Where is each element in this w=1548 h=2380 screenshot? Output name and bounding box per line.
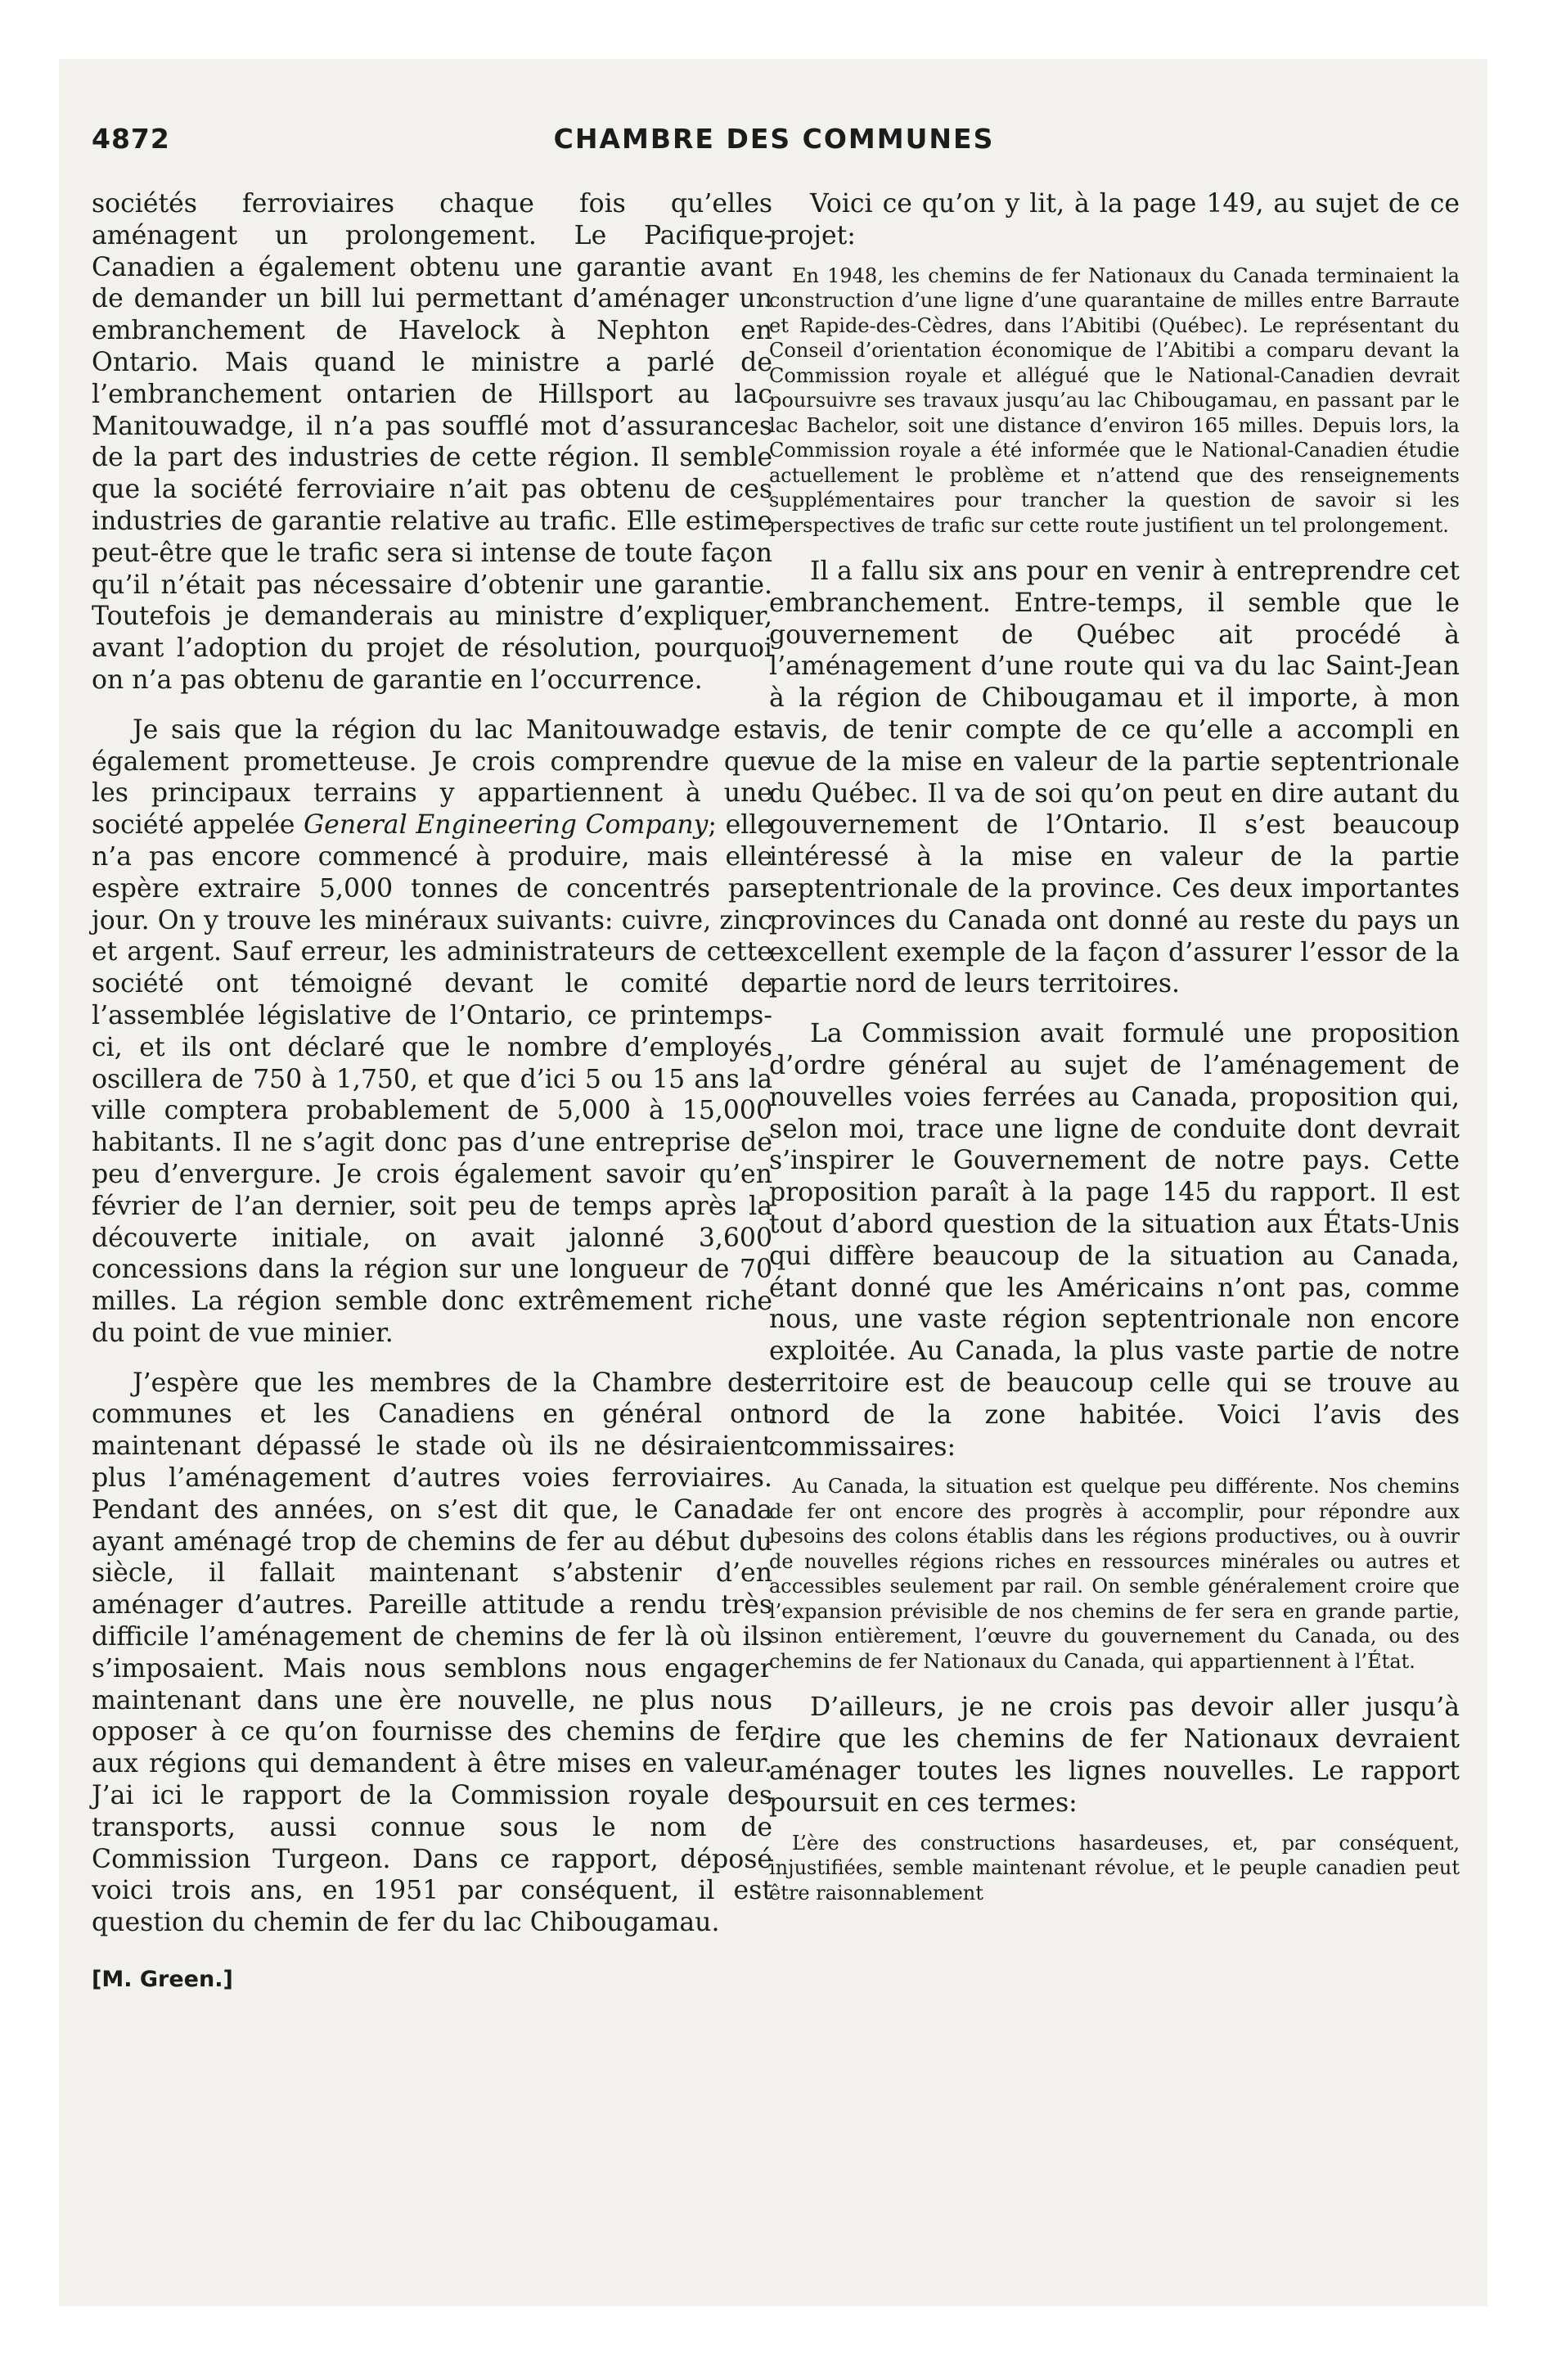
paragraph: La Commission avait formulé une proposition d’ordre général au sujet de l’aménagement de nouvelles voies ferrées au Canada, proposition qui, selon moi, trace une ligne de conduite dont devrait s’inspirer le Gouvernement de notre pays. Cette proposition paraît à la page 145 du rapport. Il est tout d’abord question de la situation aux États-Unis qui diffère beaucoup de la situation au Canada, étant donné que les Américains n’ont pas, comme nous, une vaste région septentrionale non encore exploitée. Au Canada, la plus vaste partie de notre territoire est de beaucoup celle qui se trouve au nord de la zone habitée. Voici l’avis des commissaires:: [769, 1019, 1460, 1462]
paragraph: D’ailleurs, je ne crois pas devoir aller jusqu’à dire que les chemins de fer Nationaux devraient aménager toutes les lignes nouvelles. Le rapport poursuit en ces termes:: [769, 1693, 1460, 1818]
page-number: 4872: [92, 123, 170, 155]
page-title: CHAMBRE DES COMMUNES: [553, 123, 995, 155]
paragraph: Voici ce qu’on y lit, à la page 149, au sujet de ce projet:: [769, 189, 1460, 250]
right-column: [769, 188, 1460, 1905]
company-name: General Engineering Company: [304, 810, 709, 841]
paragraph: J’espère que les membres de la Chambre des communes et les Canadiens en général ont maintenant dépassé le stade où ils ne désiraient plus l’aménagement d’autres voies ferroviaires. Pendant des années, on s’est dit que, le Canada ayant aménagé trop de chemins de fer au début du siècle, il fallait maintenant s’abstenir d’en aménager d’autres. Pareille attitude a rendu très difficile l’aménagement de chemins de fer là où ils s’imposaient. Mais nous semblons nous engager maintenant dans une ère nouvelle, ne plus nous opposer à ce qu’on fournisse des chemins de fer aux régions qui demandent à être mises en valeur. J’ai ici le rapport de la Commission royale des transports, aussi connue sous le nom de Commission Turgeon. Dans ce rapport, déposé voici trois ans, en 1951 par conséquent, il est question du chemin de fer du lac Chibougamau.: [92, 1368, 772, 1938]
paragraph: [92, 714, 772, 1350]
block-quote: L’ère des constructions hasardeuses, et, par conséquent, injustifiées, semble maintenant révolue, et le peuple canadien peut être raisonnablement: [769, 1831, 1460, 1904]
speaker-attribution: [M. Green.]: [92, 1967, 233, 1993]
paragraph-text: Je sais que la région du lac Manitouwadge est également prometteuse. Je crois comprendre que les principaux terrains y appartiennent à une société appelée: [92, 714, 772, 841]
block-quote: En 1948, les chemins de fer Nationaux du Canada terminaient la construction d’une ligne d’une quarantaine de milles entre Barraute et Rapide-des-Cèdres, dans l’Abitibi (Québec). Le représentant du Conseil d’orientation économique de l’Abitibi a comparu devant la Commission royale et allégué que le National-Canadien devrait poursuivre ses travaux jusqu’au lac Chibougamau, en passant par le lac Bachelor, soit une distance d’environ 165 milles. Depuis lors, la Commission royale a été informée que le National-Canadien étudie actuellement le problème et n’attend que des renseignements supplémentaires pour trancher la question de savoir si les perspectives de trafic sur cette route justifient un tel prolongement.: [769, 264, 1460, 537]
block-quote: Au Canada, la situation est quelque peu différente. Nos chemins de fer ont encore des progrès à accomplir, pour répondre aux besoins des colons établis dans les régions productives, ou à ouvrir de nouvelles régions riches en ressources minérales ou autres et accessibles seulement par rail. On semble généralement croire que l’expansion prévisible de nos chemins de fer sera en grande partie, sinon entièrement, l’œuvre du gouvernement du Canada, ou des chemins de fer Nationaux du Canada, qui appartiennent à l’État.: [769, 1475, 1460, 1673]
left-column: [92, 188, 772, 1992]
paragraph: sociétés ferroviaires chaque fois qu’elles aménagent un prolongement. Le Pacifique-Canadien a également obtenu une garantie avant de demander un bill lui permettant d’aménager un embranchement de Havelock à Nephton en Ontario. Mais quand le ministre a parlé de l’embranchement ontarien de Hillsport au lac Manitouwadge, il n’a pas soufflé mot d’assurances de la part des industries de cette région. Il semble que la société ferroviaire n’ait pas obtenu de ces industries de garantie relative au trafic. Elle estime peut-être que le trafic sera si intense de toute façon qu’il n’était pas nécessaire d’obtenir une garantie. Toutefois je demanderais au ministre d’expliquer, avant l’adoption du projet de résolution, pourquoi on n’a pas obtenu de garantie en l’occurrence.: [92, 189, 772, 695]
paragraph: Il a fallu six ans pour en venir à entreprendre cet embranchement. Entre-temps, il semble que le gouvernement de Québec ait procédé à l’aménagement d’une route qui va du lac Saint-Jean à la région de Chibougamau et il importe, à mon avis, de tenir compte de ce qu’elle a accompli en vue de la mise en valeur de la partie septentrionale du Québec. Il va de soi qu’on peut en dire autant du gouvernement de l’Ontario. Il s’est beaucoup intéressé à la mise en valeur de la partie septentrionale de la province. Ces deux importantes provinces du Canada ont donné au reste du pays un excellent exemple de la façon d’assurer l’essor de la partie nord de leurs territoires.: [769, 557, 1460, 999]
paragraph-text: ; elle n’a pas encore commencé à produire, mais elle espère extraire 5,000 tonnes de concentrés par jour. On y trouve les minéraux suivants: cuivre, zinc et argent. Sauf erreur, les administrateurs de cette société ont témoigné devant le comité de l’assemblée législative de l’Ontario, ce printemps-ci, et ils ont déclaré que le nombre d’employés oscillera de 750 à 1,750, et que d’ici 5 ou 15 ans la ville comptera probablement de 5,000 à 15,000 habitants. Il ne s’agit donc pas d’une entreprise de peu d’envergure. Je crois également savoir qu’en février de l’an dernier, soit peu de temps après la découverte initiale, on avait jalonné 3,600 concessions dans la région sur une longueur de 70 milles. La région semble donc extrêmement riche du point de vue minier.: [92, 810, 773, 1348]
